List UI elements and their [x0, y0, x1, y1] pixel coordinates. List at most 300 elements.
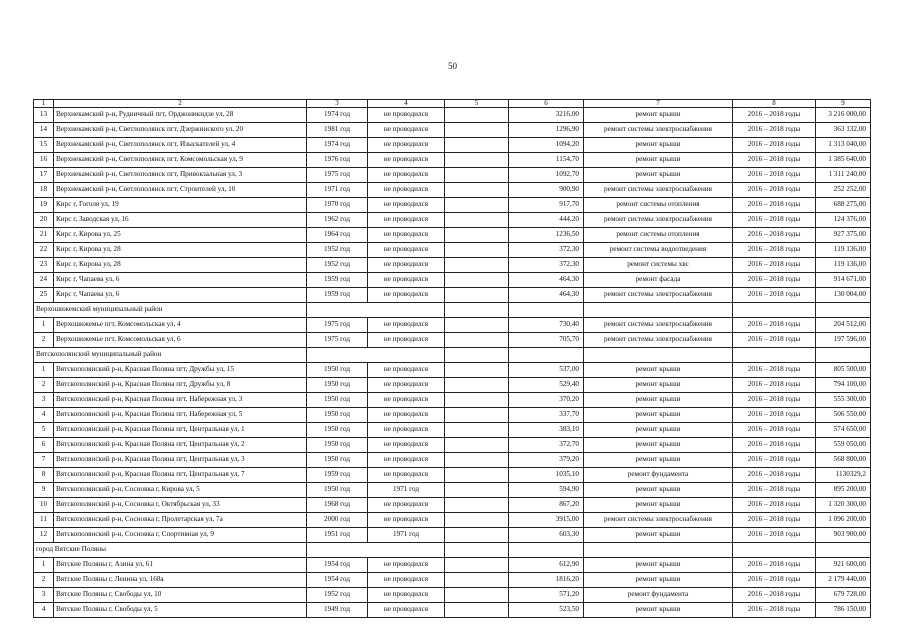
area-cell: 900,90	[509, 183, 584, 198]
address-cell: Вятские Поляны г, Азина ул, 61	[54, 558, 307, 573]
repair-register-table	[33, 99, 871, 618]
year-built-cell: 1954 год	[307, 573, 368, 588]
address-cell: Кирс г, Кирова ул, 28	[54, 243, 307, 258]
work-type-cell: ремонт фундамента	[584, 468, 733, 483]
row-number: 6	[34, 438, 54, 453]
period-cell: 2016 – 2018 годы	[733, 198, 816, 213]
table-row	[34, 603, 871, 618]
work-type-cell: ремонт системы отопления	[584, 198, 733, 213]
column-number-5: 5	[445, 100, 509, 108]
work-type-cell: ремонт системы электроснабжения	[584, 123, 733, 138]
column-number-9: 9	[816, 100, 871, 108]
period-cell: 2016 – 2018 годы	[733, 318, 816, 333]
table-row	[34, 408, 871, 423]
empty-cell	[307, 348, 445, 363]
address-cell: Вятскополянский р-н, Сосновка г, Кирова ул, 5	[54, 483, 307, 498]
cost-cell: 559 050,00	[816, 438, 871, 453]
empty-cell	[307, 543, 445, 558]
empty-cell	[445, 348, 509, 363]
work-type-cell: ремонт крыши	[584, 168, 733, 183]
area-cell: 571,20	[509, 588, 584, 603]
column-5-cell	[445, 153, 509, 168]
area-cell: 867,20	[509, 498, 584, 513]
cost-cell: 921 600,00	[816, 558, 871, 573]
column-5-cell	[445, 123, 509, 138]
last-repair-cell: не проводился	[368, 123, 445, 138]
column-5-cell	[445, 498, 509, 513]
last-repair-cell: не проводился	[368, 573, 445, 588]
address-cell: Верхошижемье пгт, Комсомольская ул, 6	[54, 333, 307, 348]
cost-cell: 3 216 000,00	[816, 108, 871, 123]
column-5-cell	[445, 573, 509, 588]
cost-cell: 895 200,00	[816, 483, 871, 498]
year-built-cell: 1959 год	[307, 288, 368, 303]
year-built-cell: 1968 год	[307, 498, 368, 513]
cost-cell: 506 550,00	[816, 408, 871, 423]
address-cell: Вятскополянский р-н, Сосновка г, Спортивная ул, 9	[54, 528, 307, 543]
period-cell: 2016 – 2018 годы	[733, 213, 816, 228]
address-cell: Вятские Поляны г, Свободы ул, 5	[54, 603, 307, 618]
work-type-cell: ремонт фундамента	[584, 588, 733, 603]
year-built-cell: 1962 год	[307, 213, 368, 228]
last-repair-cell: не проводился	[368, 498, 445, 513]
empty-cell	[816, 303, 871, 318]
column-5-cell	[445, 198, 509, 213]
last-repair-cell: не проводился	[368, 168, 445, 183]
year-built-cell: 1964 год	[307, 228, 368, 243]
period-cell: 2016 – 2018 годы	[733, 108, 816, 123]
work-type-cell: ремонт крыши	[584, 423, 733, 438]
work-type-cell: ремонт системы электроснабжения	[584, 513, 733, 528]
year-built-cell: 2000 год	[307, 513, 368, 528]
work-type-cell: ремонт крыши	[584, 528, 733, 543]
table-row	[34, 528, 871, 543]
period-cell: 2016 – 2018 годы	[733, 423, 816, 438]
period-cell: 2016 – 2018 годы	[733, 408, 816, 423]
column-5-cell	[445, 483, 509, 498]
period-cell: 2016 – 2018 годы	[733, 183, 816, 198]
table-row	[34, 243, 871, 258]
row-number: 7	[34, 453, 54, 468]
area-cell: 523,50	[509, 603, 584, 618]
address-cell: Верхнекамский р-н, Светлополянск пгт, Изыскателей ул, 4	[54, 138, 307, 153]
period-cell: 2016 – 2018 годы	[733, 513, 816, 528]
section-row	[34, 348, 871, 363]
cost-cell: 568 800,00	[816, 453, 871, 468]
column-5-cell	[445, 228, 509, 243]
work-type-cell: ремонт крыши	[584, 408, 733, 423]
table-row	[34, 438, 871, 453]
cost-cell: 197 596,00	[816, 333, 871, 348]
table-row	[34, 153, 871, 168]
period-cell: 2016 – 2018 годы	[733, 528, 816, 543]
area-cell: 379,20	[509, 453, 584, 468]
page-number: 50	[448, 61, 457, 71]
area-cell: 594,90	[509, 483, 584, 498]
address-cell: Верхошижемье пгт, Комсомольская ул, 4	[54, 318, 307, 333]
last-repair-cell: не проводился	[368, 393, 445, 408]
row-number: 17	[34, 168, 54, 183]
last-repair-cell: не проводился	[368, 138, 445, 153]
period-cell: 2016 – 2018 годы	[733, 288, 816, 303]
row-number: 3	[34, 588, 54, 603]
row-number: 9	[34, 483, 54, 498]
column-5-cell	[445, 558, 509, 573]
last-repair-cell: не проводился	[368, 108, 445, 123]
period-cell: 2016 – 2018 годы	[733, 243, 816, 258]
cost-cell: 124 376,00	[816, 213, 871, 228]
cost-cell: 119 136,00	[816, 243, 871, 258]
address-cell: Кирс г, Чапаева ул, 6	[54, 273, 307, 288]
row-number: 2	[34, 333, 54, 348]
period-cell: 2016 – 2018 годы	[733, 228, 816, 243]
period-cell: 2016 – 2018 годы	[733, 603, 816, 618]
cost-cell: 1130329,2	[816, 468, 871, 483]
area-cell: 1236,50	[509, 228, 584, 243]
period-cell: 2016 – 2018 годы	[733, 258, 816, 273]
area-cell: 383,10	[509, 423, 584, 438]
row-number: 4	[34, 603, 54, 618]
address-cell: Верхнекамский р-н, Светлополянск пгт, Привокзальная ул, 3	[54, 168, 307, 183]
cost-cell: 688 275,00	[816, 198, 871, 213]
work-type-cell: ремонт крыши	[584, 498, 733, 513]
column-5-cell	[445, 378, 509, 393]
empty-cell	[509, 303, 584, 318]
table-row	[34, 423, 871, 438]
cost-cell: 363 132,00	[816, 123, 871, 138]
address-cell: Кирс г, Чапаева ул, 6	[54, 288, 307, 303]
section-row	[34, 543, 871, 558]
cost-cell: 805 500,00	[816, 363, 871, 378]
row-number: 11	[34, 513, 54, 528]
year-built-cell: 1950 год	[307, 408, 368, 423]
row-number: 21	[34, 228, 54, 243]
area-cell: 1094,20	[509, 138, 584, 153]
year-built-cell: 1959 год	[307, 273, 368, 288]
empty-cell	[445, 303, 509, 318]
address-cell: Вятскополянский р-н, Красная Поляна пгт, Центральная ул, 3	[54, 453, 307, 468]
section-title: город Вятские Поляны	[34, 543, 307, 558]
empty-cell	[307, 303, 445, 318]
last-repair-cell: не проводился	[368, 198, 445, 213]
empty-cell	[509, 543, 584, 558]
table-row	[34, 378, 871, 393]
address-cell: Верхнекамский р-н, Светлополянск пгт, Дзержинского ул, 20	[54, 123, 307, 138]
area-cell: 1035,10	[509, 468, 584, 483]
table-row	[34, 138, 871, 153]
row-number: 15	[34, 138, 54, 153]
period-cell: 2016 – 2018 годы	[733, 468, 816, 483]
row-number: 14	[34, 123, 54, 138]
last-repair-cell: не проводился	[368, 213, 445, 228]
year-built-cell: 1950 год	[307, 453, 368, 468]
row-number: 8	[34, 468, 54, 483]
last-repair-cell: не проводился	[368, 258, 445, 273]
year-built-cell: 1950 год	[307, 363, 368, 378]
cost-cell: 2 179 440,00	[816, 573, 871, 588]
column-number-8: 8	[733, 100, 816, 108]
empty-cell	[584, 348, 733, 363]
address-cell: Вятскополянский р-н, Красная Поляна пгт, Центральная ул, 1	[54, 423, 307, 438]
column-5-cell	[445, 333, 509, 348]
year-built-cell: 1952 год	[307, 258, 368, 273]
area-cell: 444,20	[509, 213, 584, 228]
row-number: 23	[34, 258, 54, 273]
last-repair-cell: не проводился	[368, 228, 445, 243]
table-row	[34, 363, 871, 378]
column-number-row	[34, 100, 871, 108]
table-row	[34, 168, 871, 183]
work-type-cell: ремонт крыши	[584, 453, 733, 468]
year-built-cell: 1950 год	[307, 378, 368, 393]
row-number: 1	[34, 318, 54, 333]
last-repair-cell: не проводился	[368, 318, 445, 333]
table-row	[34, 213, 871, 228]
period-cell: 2016 – 2018 годы	[733, 453, 816, 468]
last-repair-cell: не проводился	[368, 438, 445, 453]
area-cell: 537,00	[509, 363, 584, 378]
empty-cell	[816, 543, 871, 558]
row-number: 2	[34, 573, 54, 588]
table-row	[34, 318, 871, 333]
empty-cell	[733, 348, 816, 363]
area-cell: 529,40	[509, 378, 584, 393]
row-number: 5	[34, 423, 54, 438]
period-cell: 2016 – 2018 годы	[733, 363, 816, 378]
last-repair-cell: не проводился	[368, 273, 445, 288]
work-type-cell: ремонт крыши	[584, 393, 733, 408]
cost-cell: 574 650,00	[816, 423, 871, 438]
section-title: Вятскополянский муниципальный район	[34, 348, 307, 363]
period-cell: 2016 – 2018 годы	[733, 123, 816, 138]
address-cell: Верхнекамский р-н, Светлополянск пгт, Строителей ул, 10	[54, 183, 307, 198]
empty-cell	[445, 543, 509, 558]
address-cell: Вятскополянский р-н, Красная Поляна пгт, Центральная ул, 7	[54, 468, 307, 483]
empty-cell	[584, 303, 733, 318]
column-5-cell	[445, 468, 509, 483]
period-cell: 2016 – 2018 годы	[733, 573, 816, 588]
work-type-cell: ремонт крыши	[584, 438, 733, 453]
column-5-cell	[445, 168, 509, 183]
work-type-cell: ремонт системы электроснабжения	[584, 288, 733, 303]
period-cell: 2016 – 2018 годы	[733, 273, 816, 288]
area-cell: 1296,90	[509, 123, 584, 138]
row-number: 20	[34, 213, 54, 228]
table-row	[34, 258, 871, 273]
column-number-3: 3	[307, 100, 368, 108]
column-5-cell	[445, 108, 509, 123]
column-5-cell	[445, 528, 509, 543]
last-repair-cell: не проводился	[368, 423, 445, 438]
work-type-cell: ремонт крыши	[584, 603, 733, 618]
year-built-cell: 1975 год	[307, 333, 368, 348]
period-cell: 2016 – 2018 годы	[733, 153, 816, 168]
cost-cell: 555 300,00	[816, 393, 871, 408]
last-repair-cell: не проводился	[368, 363, 445, 378]
table-row	[34, 393, 871, 408]
year-built-cell: 1950 год	[307, 438, 368, 453]
period-cell: 2016 – 2018 годы	[733, 393, 816, 408]
last-repair-cell: 1971 год	[368, 483, 445, 498]
area-cell: 1154,70	[509, 153, 584, 168]
address-cell: Вятскополянский р-н, Красная Поляна пгт, Набережная ул, 5	[54, 408, 307, 423]
year-built-cell: 1954 год	[307, 558, 368, 573]
address-cell: Кирс г, Кирова ул, 28	[54, 258, 307, 273]
cost-cell: 794 100,00	[816, 378, 871, 393]
address-cell: Вятскополянский р-н, Красная Поляна пгт, Дружбы ул, 15	[54, 363, 307, 378]
column-number-2: 2	[54, 100, 307, 108]
column-5-cell	[445, 213, 509, 228]
column-number-6: 6	[509, 100, 584, 108]
column-5-cell	[445, 588, 509, 603]
work-type-cell: ремонт системы электроснабжения	[584, 183, 733, 198]
work-type-cell: ремонт системы электроснабжения	[584, 213, 733, 228]
year-built-cell: 1951 год	[307, 528, 368, 543]
cost-cell: 679 728,00	[816, 588, 871, 603]
column-5-cell	[445, 138, 509, 153]
column-5-cell	[445, 408, 509, 423]
section-row	[34, 303, 871, 318]
year-built-cell: 1950 год	[307, 483, 368, 498]
work-type-cell: ремонт крыши	[584, 378, 733, 393]
column-number-7: 7	[584, 100, 733, 108]
last-repair-cell: 1971 год	[368, 528, 445, 543]
cost-cell: 914 671,00	[816, 273, 871, 288]
table-row	[34, 513, 871, 528]
table-row	[34, 588, 871, 603]
work-type-cell: ремонт системы отопления	[584, 228, 733, 243]
year-built-cell: 1952 год	[307, 243, 368, 258]
area-cell: 603,30	[509, 528, 584, 543]
period-cell: 2016 – 2018 годы	[733, 438, 816, 453]
address-cell: Кирс г, Гоголя ул, 19	[54, 198, 307, 213]
row-number: 4	[34, 408, 54, 423]
area-cell: 372,30	[509, 258, 584, 273]
period-cell: 2016 – 2018 годы	[733, 588, 816, 603]
column-5-cell	[445, 318, 509, 333]
cost-cell: 1 313 040,00	[816, 138, 871, 153]
column-5-cell	[445, 183, 509, 198]
year-built-cell: 1952 год	[307, 588, 368, 603]
area-cell: 1816,20	[509, 573, 584, 588]
area-cell: 3915,00	[509, 513, 584, 528]
empty-cell	[733, 303, 816, 318]
last-repair-cell: не проводился	[368, 333, 445, 348]
last-repair-cell: не проводился	[368, 468, 445, 483]
row-number: 1	[34, 363, 54, 378]
work-type-cell: ремонт крыши	[584, 138, 733, 153]
table-body	[34, 100, 871, 618]
address-cell: Вятскополянский р-н, Красная Поляна пгт, Набережная ул, 3	[54, 393, 307, 408]
area-cell: 337,70	[509, 408, 584, 423]
work-type-cell: ремонт системы хвс	[584, 258, 733, 273]
row-number: 2	[34, 378, 54, 393]
address-cell: Кирс г, Заводская ул, 16	[54, 213, 307, 228]
table-row	[34, 453, 871, 468]
empty-cell	[509, 348, 584, 363]
column-5-cell	[445, 393, 509, 408]
year-built-cell: 1970 год	[307, 198, 368, 213]
work-type-cell: ремонт крыши	[584, 483, 733, 498]
area-cell: 372,70	[509, 438, 584, 453]
row-number: 12	[34, 528, 54, 543]
last-repair-cell: не проводился	[368, 558, 445, 573]
column-5-cell	[445, 273, 509, 288]
last-repair-cell: не проводился	[368, 243, 445, 258]
address-cell: Вятскополянский р-н, Красная Поляна пгт, Центральная ул, 2	[54, 438, 307, 453]
cost-cell: 1 320 300,00	[816, 498, 871, 513]
table-row	[34, 183, 871, 198]
area-cell: 917,70	[509, 198, 584, 213]
column-5-cell	[445, 288, 509, 303]
year-built-cell: 1975 год	[307, 318, 368, 333]
year-built-cell: 1974 год	[307, 108, 368, 123]
column-5-cell	[445, 423, 509, 438]
year-built-cell: 1950 год	[307, 423, 368, 438]
column-5-cell	[445, 453, 509, 468]
empty-cell	[584, 543, 733, 558]
column-5-cell	[445, 513, 509, 528]
table-row	[34, 483, 871, 498]
row-number: 24	[34, 273, 54, 288]
area-cell: 705,70	[509, 333, 584, 348]
last-repair-cell: не проводился	[368, 378, 445, 393]
work-type-cell: ремонт крыши	[584, 363, 733, 378]
address-cell: Вятскополянский р-н, Сосновка г, Октябрьская ул, 33	[54, 498, 307, 513]
work-type-cell: ремонт фасада	[584, 273, 733, 288]
year-built-cell: 1949 год	[307, 603, 368, 618]
cost-cell: 119 136,00	[816, 258, 871, 273]
work-type-cell: ремонт крыши	[584, 573, 733, 588]
table-row	[34, 123, 871, 138]
last-repair-cell: не проводился	[368, 183, 445, 198]
column-5-cell	[445, 258, 509, 273]
cost-cell: 204 512,00	[816, 318, 871, 333]
period-cell: 2016 – 2018 годы	[733, 333, 816, 348]
row-number: 16	[34, 153, 54, 168]
row-number: 3	[34, 393, 54, 408]
area-cell: 612,90	[509, 558, 584, 573]
cost-cell: 903 900,00	[816, 528, 871, 543]
year-built-cell: 1974 год	[307, 138, 368, 153]
cost-cell: 252 252,00	[816, 183, 871, 198]
area-cell: 3216,00	[509, 108, 584, 123]
section-title: Верхошижемский муниципальный район	[34, 303, 307, 318]
last-repair-cell: не проводился	[368, 603, 445, 618]
row-number: 10	[34, 498, 54, 513]
row-number: 1	[34, 558, 54, 573]
cost-cell: 1 385 640,00	[816, 153, 871, 168]
area-cell: 464,30	[509, 273, 584, 288]
row-number: 22	[34, 243, 54, 258]
year-built-cell: 1976 год	[307, 153, 368, 168]
column-number-4: 4	[368, 100, 445, 108]
table-row	[34, 108, 871, 123]
year-built-cell: 1959 год	[307, 468, 368, 483]
cost-cell: 786 150,00	[816, 603, 871, 618]
last-repair-cell: не проводился	[368, 408, 445, 423]
row-number: 18	[34, 183, 54, 198]
last-repair-cell: не проводился	[368, 453, 445, 468]
area-cell: 464,30	[509, 288, 584, 303]
empty-cell	[816, 348, 871, 363]
table-row	[34, 288, 871, 303]
last-repair-cell: не проводился	[368, 588, 445, 603]
last-repair-cell: не проводился	[368, 288, 445, 303]
column-5-cell	[445, 243, 509, 258]
work-type-cell: ремонт системы электроснабжения	[584, 333, 733, 348]
cost-cell: 927 375,00	[816, 228, 871, 243]
